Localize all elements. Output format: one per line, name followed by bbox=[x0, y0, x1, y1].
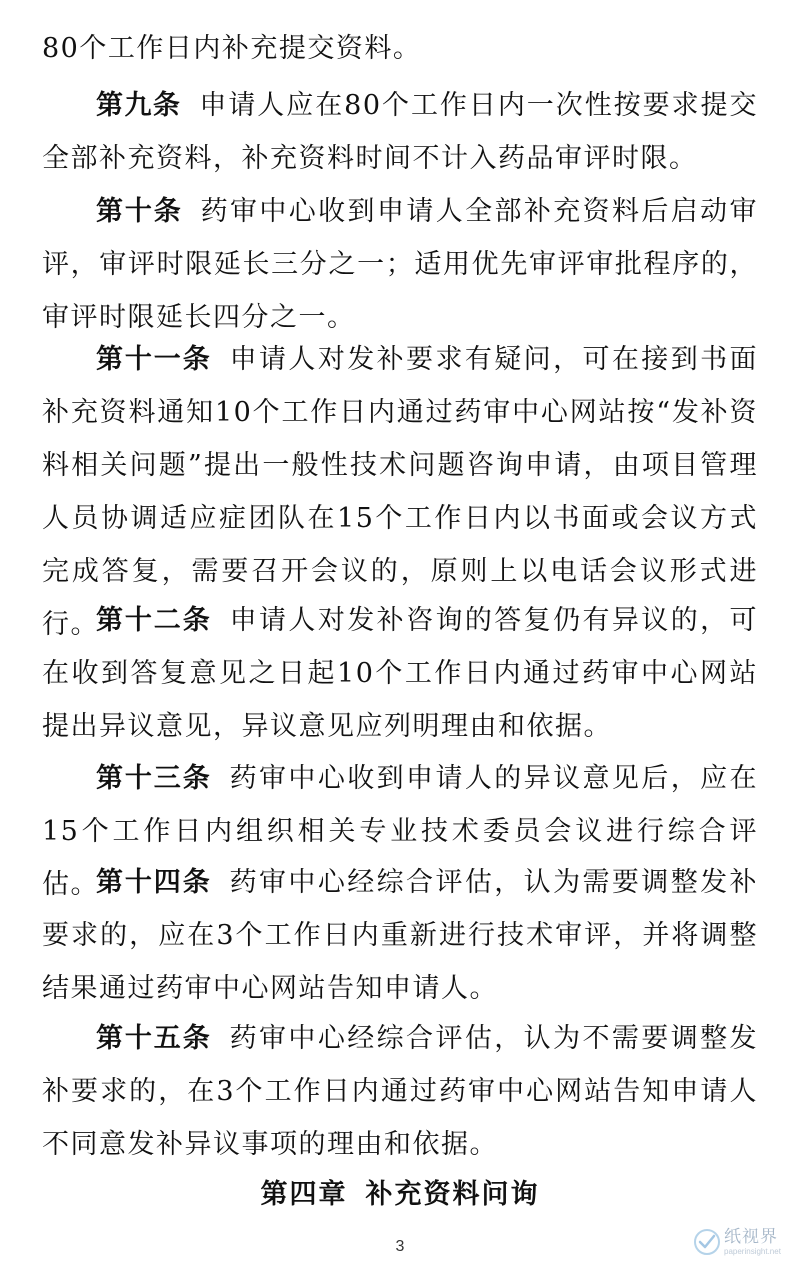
article-text: 申请人应在80个工作日内一次性按要求提交全部补充资料，补充资料时间不计入药品审评时限。 bbox=[42, 90, 759, 174]
continuation-paragraph: 80个工作日内补充提交资料。 bbox=[42, 33, 422, 64]
article-title: 第十四条 bbox=[96, 867, 212, 898]
chapter-heading bbox=[0, 1172, 800, 1211]
article-10 bbox=[42, 185, 758, 344]
article-text: 申请人对发补咨询的答复仍有异议的，可在收到答复意见之日起10个工作日内通过药审中心网站提出异议意见，异议意见应列明理由和依据。 bbox=[42, 605, 759, 742]
article-title: 第十二条 bbox=[96, 605, 212, 636]
watermark-brand: 纸视界 bbox=[724, 1226, 778, 1247]
brand-logo-icon bbox=[694, 1229, 720, 1255]
watermark bbox=[694, 1222, 794, 1262]
chapter-number: 第四章 bbox=[260, 1179, 348, 1210]
article-14 bbox=[42, 856, 758, 1015]
article-title: 第十条 bbox=[96, 196, 183, 227]
article-text: 药审中心经综合评估，认为需要调整发补要求的，应在3个工作日内重新进行技术审评，并将调整结果通过药审中心网站告知申请人。 bbox=[42, 867, 759, 1004]
article-15 bbox=[42, 1012, 758, 1171]
article-text: 药审中心收到申请人全部补充资料后启动审评，审评时限延长三分之一；适用优先审评审批程序的，审评时限延长四分之一。 bbox=[42, 196, 759, 333]
page-number: 3 bbox=[395, 1238, 405, 1255]
chapter-title: 补充资料问询 bbox=[365, 1179, 540, 1210]
article-text: 申请人对发补要求有疑问，可在接到书面补充资料通知10个工作日内通过药审中心网站按“发补资料相关问题”提出一般性技术问题咨询申请，由项目管理人员协调适应症团队在15个工作日内以书面或会议方式完成答复，需要召开会议的，原则上以电话会议形式进行。 bbox=[42, 344, 759, 640]
article-title: 第十五条 bbox=[96, 1023, 212, 1054]
article-text: 药审中心收到申请人的异议意见后，应在15个工作日内组织相关专业技术委员会议进行综合评估。 bbox=[42, 763, 759, 900]
article-title: 第九条 bbox=[96, 90, 182, 121]
watermark-site: paperinsight.net bbox=[724, 1246, 781, 1256]
article-9 bbox=[42, 79, 758, 185]
article-12 bbox=[42, 594, 758, 753]
article-title: 第十一条 bbox=[96, 344, 212, 375]
article-title: 第十三条 bbox=[96, 763, 212, 794]
article-text: 药审中心经综合评估，认为不需要调整发补要求的，在3个工作日内通过药审中心网站告知申请人不同意发补异议事项的理由和依据。 bbox=[42, 1023, 759, 1160]
